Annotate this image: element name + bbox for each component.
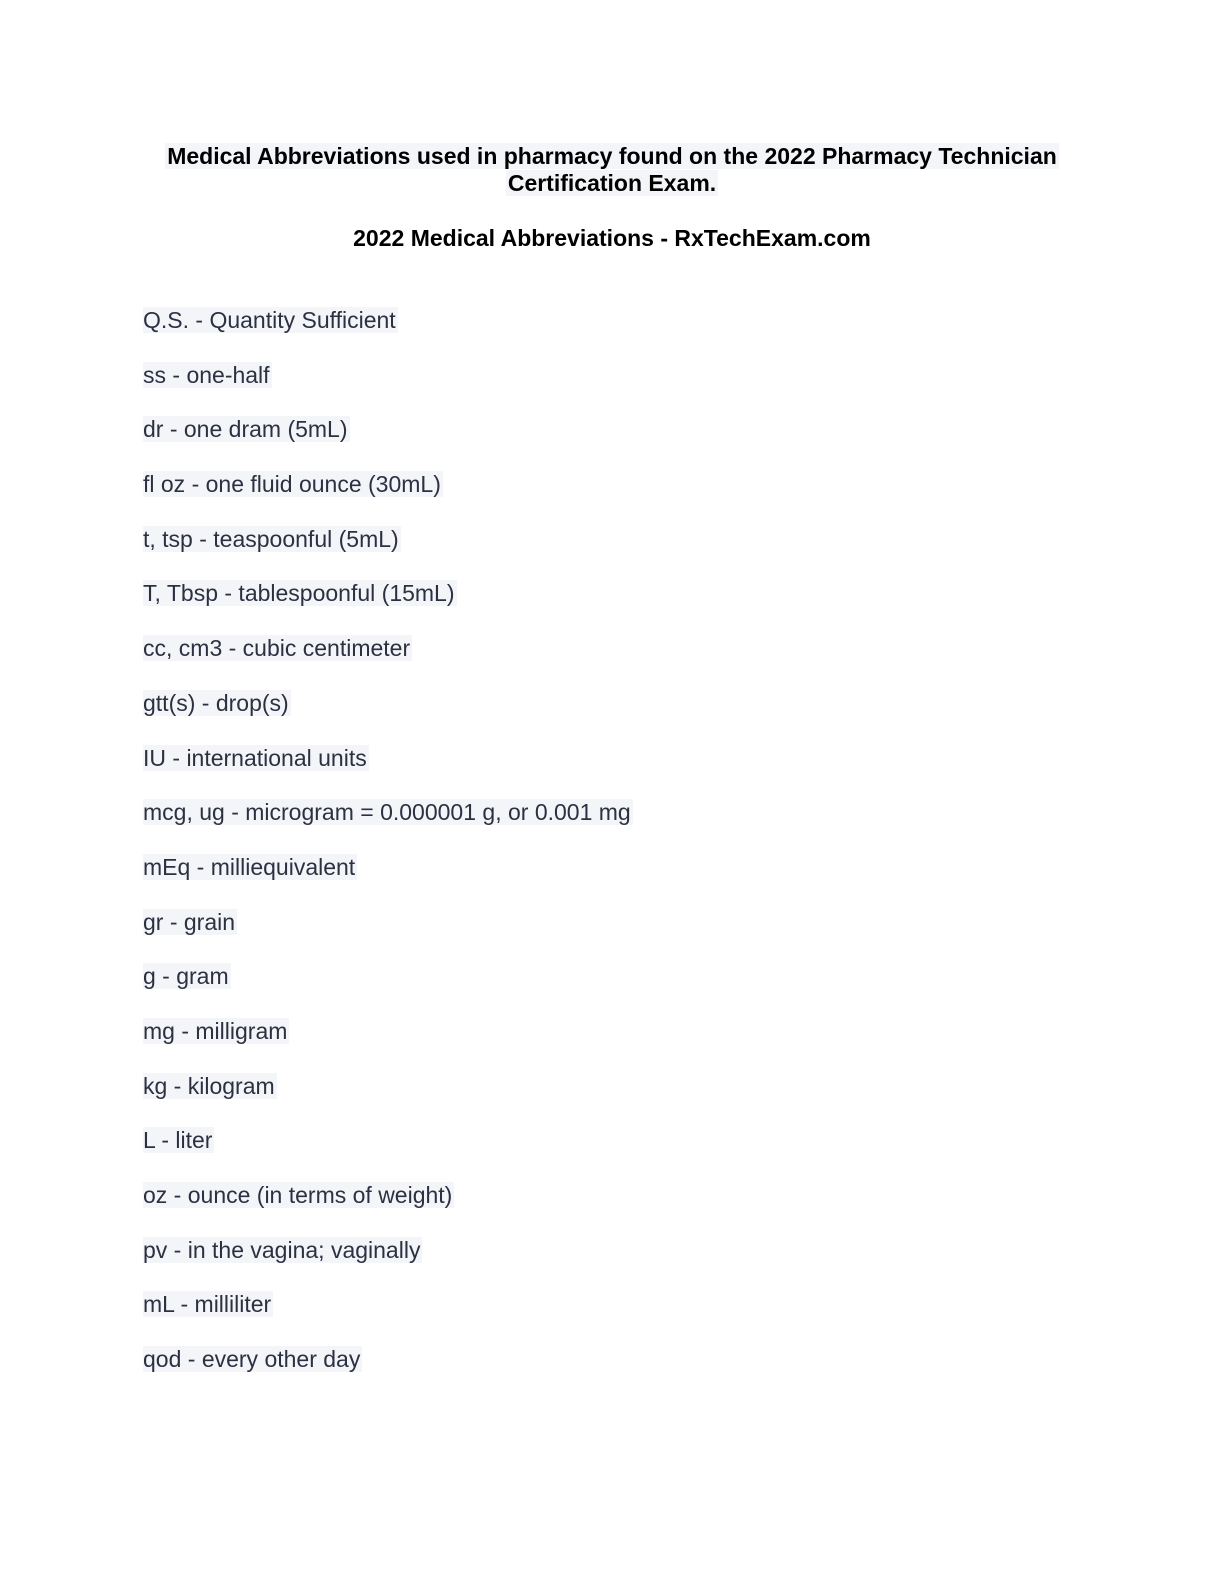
- abbreviation-text: gtt(s) - drop(s): [143, 689, 289, 716]
- list-item: [143, 306, 633, 361]
- abbreviation-text: pv - in the vagina; vaginally: [143, 1236, 421, 1263]
- list-item: [143, 689, 633, 744]
- abbreviation-text: kg - kilogram: [143, 1072, 275, 1099]
- list-item: [143, 361, 633, 416]
- abbreviation-text: oz - ounce (in terms of weight): [143, 1182, 453, 1208]
- list-item: [143, 415, 633, 470]
- abbreviation-text: T, Tbsp - tablespoonful (15mL): [143, 580, 455, 607]
- abbreviation-text: gr - grain: [143, 908, 236, 935]
- list-item: [143, 1072, 633, 1127]
- abbreviation-text: Q.S. - Quantity Sufficient: [143, 307, 396, 333]
- list-item: [143, 1017, 633, 1072]
- abbreviation-text: mEq - milliequivalent: [143, 853, 356, 880]
- list-item: [143, 798, 633, 853]
- list-item: [143, 744, 633, 799]
- title-line-2: Certification Exam.: [507, 170, 717, 196]
- list-item: [143, 525, 633, 580]
- abbreviation-text: cc, cm3 - cubic centimeter: [143, 635, 411, 662]
- abbreviation-text: IU - international units: [143, 744, 367, 771]
- list-item: [143, 1181, 633, 1236]
- abbreviation-text: g - gram: [143, 963, 229, 990]
- list-item: [143, 579, 633, 634]
- list-item: [143, 853, 633, 908]
- abbreviation-list: [143, 306, 633, 1400]
- abbreviation-text: mcg, ug - microgram = 0.000001 g, or 0.001 mg: [143, 799, 631, 826]
- abbreviation-text: mL - milliliter: [143, 1291, 272, 1318]
- list-item: [143, 1126, 633, 1181]
- abbreviation-text: qod - every other day: [143, 1346, 361, 1373]
- list-item: [143, 470, 633, 525]
- list-item: [143, 634, 633, 689]
- list-item: [143, 1236, 633, 1291]
- abbreviation-text: t, tsp - teaspoonful (5mL): [143, 525, 399, 552]
- title-line-1: Medical Abbreviations used in pharmacy found on the 2022 Pharmacy Technician: [167, 143, 1057, 169]
- list-item: [143, 1290, 633, 1345]
- document-title: [140, 143, 1084, 197]
- abbreviation-text: dr - one dram (5mL): [143, 416, 348, 443]
- list-item: [143, 908, 633, 963]
- abbreviation-text: mg - milligram: [143, 1017, 288, 1044]
- list-item: [143, 962, 633, 1017]
- abbreviation-text: fl oz - one fluid ounce (30mL): [143, 471, 441, 498]
- list-item: [143, 1345, 633, 1400]
- abbreviation-text: ss - one-half: [143, 361, 270, 388]
- abbreviation-text: L - liter: [143, 1127, 213, 1154]
- document-subtitle: 2022 Medical Abbreviations - RxTechExam.com: [353, 225, 871, 251]
